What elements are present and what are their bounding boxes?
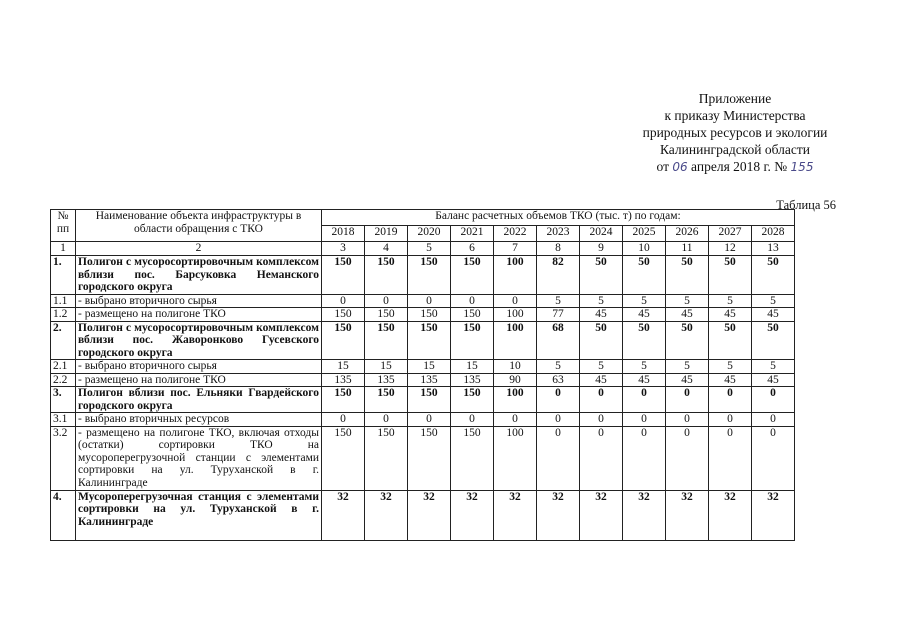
value-cell: 100 [494,321,537,360]
value-cell: 150 [322,321,365,360]
value-cell: 0 [537,426,580,490]
value-cell: 135 [365,373,408,387]
column-number: 8 [537,242,580,256]
value-cell: 32 [752,490,795,540]
row-name: Полигон с мусоросортировочным комплексом вблизи пос. Барсуковка Неманского городского округа [76,256,322,295]
column-number: 5 [408,242,451,256]
order-from: от [656,159,670,174]
header-line: Приложение [698,91,772,106]
value-cell: 0 [451,294,494,308]
value-cell: 0 [580,426,623,490]
value-cell: 77 [537,308,580,322]
value-cell: 150 [451,308,494,322]
value-cell: 150 [408,321,451,360]
year-header: 2027 [709,226,752,242]
value-cell: 100 [494,387,537,413]
value-cell: 5 [709,294,752,308]
header-line: к приказу Министерства [664,108,806,123]
value-cell: 150 [322,256,365,295]
year-header: 2020 [408,226,451,242]
value-cell: 135 [451,373,494,387]
row-number: 1.2 [51,308,76,322]
value-cell: 50 [666,256,709,295]
value-cell: 45 [623,308,666,322]
table-row [51,360,795,374]
order-number-handwritten: 155 [790,160,814,174]
year-header: 2019 [365,226,408,242]
value-cell: 0 [666,413,709,427]
table-row [51,413,795,427]
year-header: 2023 [537,226,580,242]
value-cell: 150 [365,308,408,322]
value-cell: 50 [580,321,623,360]
value-cell: 45 [580,308,623,322]
column-number: 6 [451,242,494,256]
value-cell: 150 [451,256,494,295]
value-cell: 150 [451,321,494,360]
value-cell: 100 [494,308,537,322]
row-number: 1. [51,256,76,295]
value-cell: 50 [580,256,623,295]
value-cell: 5 [580,294,623,308]
value-cell: 0 [666,387,709,413]
balance-table [50,209,795,541]
value-cell: 15 [451,360,494,374]
row-number: 1.1 [51,294,76,308]
value-cell: 5 [580,360,623,374]
value-cell: 5 [537,294,580,308]
row-name: Полигон с мусоросортировочным комплексом вблизи пос. Жаворонково Гусевского городского округа [76,321,322,360]
value-cell: 150 [451,426,494,490]
value-cell: 0 [322,294,365,308]
table-row [51,426,795,490]
value-cell: 68 [537,321,580,360]
header-name: Наименование объекта инфраструктуры в области обращения с ТКО [76,210,322,242]
value-cell: 0 [494,294,537,308]
value-cell: 0 [623,413,666,427]
value-cell: 150 [365,321,408,360]
year-header: 2022 [494,226,537,242]
header-number: № пп [51,210,76,242]
value-cell: 5 [709,360,752,374]
order-month-year: апреля 2018 г. № [691,159,788,174]
value-cell: 32 [537,490,580,540]
value-cell: 0 [709,413,752,427]
row-number: 3.2 [51,426,76,490]
value-cell: 0 [709,387,752,413]
value-cell: 15 [365,360,408,374]
value-cell: 32 [494,490,537,540]
value-cell: 150 [365,426,408,490]
value-cell: 150 [451,387,494,413]
row-number: 2. [51,321,76,360]
row-name: - размещено на полигоне ТКО, включая отходы (остатки) сортировки ТКО на мусороперегрузочной станции с элементами сортировки на ул. Туруханской в г. Калининграде [76,426,322,490]
value-cell: 63 [537,373,580,387]
table-row [51,387,795,413]
value-cell: 50 [752,256,795,295]
value-cell: 45 [623,373,666,387]
value-cell: 32 [408,490,451,540]
value-cell: 0 [408,294,451,308]
value-cell: 10 [494,360,537,374]
row-name: Полигон вблизи пос. Ельняки Гвардейского городского округа [76,387,322,413]
value-cell: 5 [666,294,709,308]
column-number: 7 [494,242,537,256]
order-day-handwritten: 06 [672,160,688,174]
document-header [610,90,860,176]
value-cell: 0 [451,413,494,427]
value-cell: 150 [408,426,451,490]
value-cell: 0 [580,387,623,413]
value-cell: 50 [709,256,752,295]
value-cell: 50 [623,321,666,360]
value-cell: 150 [365,387,408,413]
table-row [51,373,795,387]
value-cell: 150 [322,426,365,490]
row-name: - выбрано вторичного сырья [76,360,322,374]
value-cell: 50 [666,321,709,360]
table-row [51,321,795,360]
value-cell: 0 [666,426,709,490]
table-row [51,294,795,308]
value-cell: 50 [752,321,795,360]
row-name: - выбрано вторичных ресурсов [76,413,322,427]
value-cell: 0 [365,413,408,427]
value-cell: 90 [494,373,537,387]
value-cell: 32 [709,490,752,540]
value-cell: 150 [322,387,365,413]
row-number: 4. [51,490,76,540]
value-cell: 5 [623,360,666,374]
value-cell: 32 [322,490,365,540]
value-cell: 45 [752,373,795,387]
value-cell: 150 [408,308,451,322]
value-cell: 15 [322,360,365,374]
row-name: - выбрано вторичного сырья [76,294,322,308]
value-cell: 150 [365,256,408,295]
value-cell: 0 [623,426,666,490]
value-cell: 150 [408,256,451,295]
value-cell: 0 [408,413,451,427]
value-cell: 0 [494,413,537,427]
value-cell: 150 [322,308,365,322]
column-number: 2 [76,242,322,256]
value-cell: 5 [752,294,795,308]
value-cell: 5 [666,360,709,374]
value-cell: 0 [580,413,623,427]
year-header: 2028 [752,226,795,242]
row-number: 2.2 [51,373,76,387]
column-number: 13 [752,242,795,256]
order-line [610,158,860,176]
header-line: Калининградской области [659,142,811,157]
row-number: 3.1 [51,413,76,427]
table-number: Таблица 56 [776,198,836,212]
year-header: 2025 [623,226,666,242]
value-cell: 32 [451,490,494,540]
column-number: 4 [365,242,408,256]
value-cell: 0 [537,413,580,427]
header-balance: Баланс расчетных объемов ТКО (тыс. т) по годам: [322,210,795,226]
value-cell: 0 [322,413,365,427]
row-name: Мусороперегрузочная станция с элементами сортировки на ул. Туруханской в г. Калининграде [76,490,322,540]
value-cell: 0 [623,387,666,413]
value-cell: 32 [666,490,709,540]
column-number: 3 [322,242,365,256]
year-header: 2018 [322,226,365,242]
row-name: - размещено на полигоне ТКО [76,373,322,387]
value-cell: 15 [408,360,451,374]
table-row [51,308,795,322]
value-cell: 45 [709,373,752,387]
value-cell: 5 [537,360,580,374]
value-cell: 0 [537,387,580,413]
value-cell: 32 [365,490,408,540]
table-row [51,490,795,540]
value-cell: 0 [752,426,795,490]
value-cell: 32 [580,490,623,540]
value-cell: 135 [408,373,451,387]
value-cell: 100 [494,426,537,490]
value-cell: 50 [623,256,666,295]
value-cell: 0 [752,413,795,427]
value-cell: 50 [709,321,752,360]
value-cell: 5 [752,360,795,374]
value-cell: 0 [709,426,752,490]
year-header: 2021 [451,226,494,242]
value-cell: 45 [709,308,752,322]
value-cell: 0 [365,294,408,308]
row-name: - размещено на полигоне ТКО [76,308,322,322]
column-number: 1 [51,242,76,256]
value-cell: 0 [752,387,795,413]
value-cell: 45 [666,308,709,322]
year-header: 2024 [580,226,623,242]
value-cell: 135 [322,373,365,387]
table-row [51,256,795,295]
value-cell: 32 [623,490,666,540]
value-cell: 150 [408,387,451,413]
year-header: 2026 [666,226,709,242]
value-cell: 82 [537,256,580,295]
value-cell: 45 [580,373,623,387]
value-cell: 45 [752,308,795,322]
value-cell: 5 [623,294,666,308]
column-number: 12 [709,242,752,256]
column-number: 9 [580,242,623,256]
value-cell: 45 [666,373,709,387]
value-cell: 100 [494,256,537,295]
row-number: 3. [51,387,76,413]
column-number: 10 [623,242,666,256]
header-line: природных ресурсов и экологии [642,125,828,140]
row-number: 2.1 [51,360,76,374]
column-number: 11 [666,242,709,256]
